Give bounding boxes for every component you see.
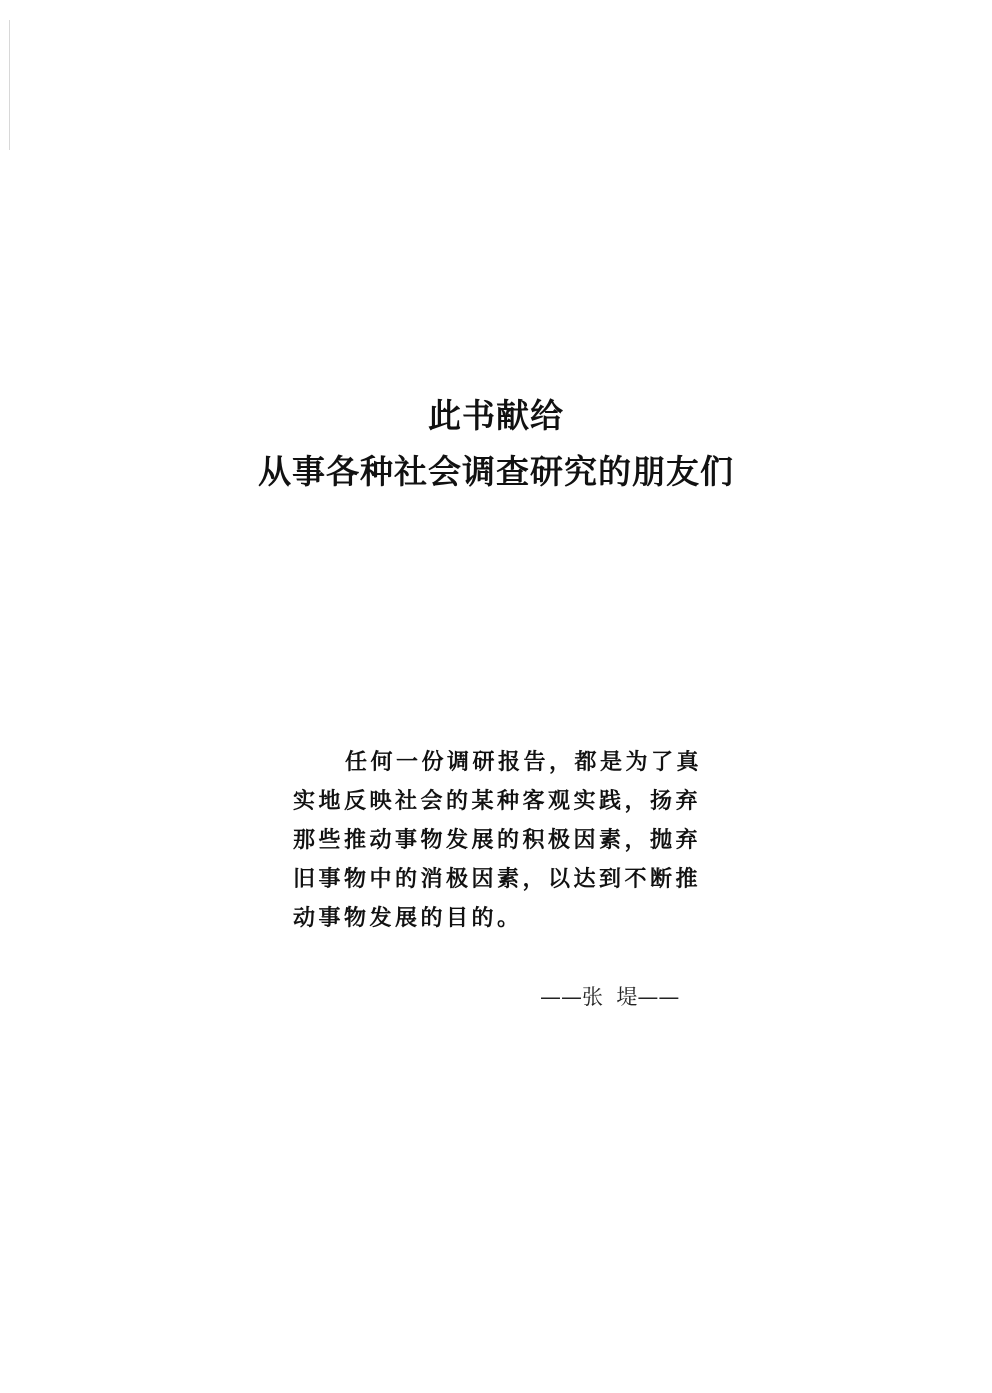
quote-line-1: 任何一份调研报告，都是为了真 — [345, 750, 703, 775]
quote-line-5: 动事物发展的目的。 — [293, 906, 523, 931]
scan-edge-mark — [9, 20, 10, 150]
quote-line-4: 旧事物中的消极因素，以达到不断推 — [293, 867, 702, 892]
quote-line-2: 实地反映社会的某种客观实践，扬弃 — [293, 789, 702, 814]
dedication — [0, 388, 992, 500]
quote-paragraph — [293, 743, 733, 938]
quote-line-3: 那些推动事物发展的积极因素，抛弃 — [293, 828, 702, 853]
dedication-line-2: 从事各种社会调查研究的朋友们 — [258, 452, 734, 491]
dedication-line-1: 此书献给 — [428, 396, 564, 435]
author-signature: ——张 堤—— — [540, 985, 680, 1009]
